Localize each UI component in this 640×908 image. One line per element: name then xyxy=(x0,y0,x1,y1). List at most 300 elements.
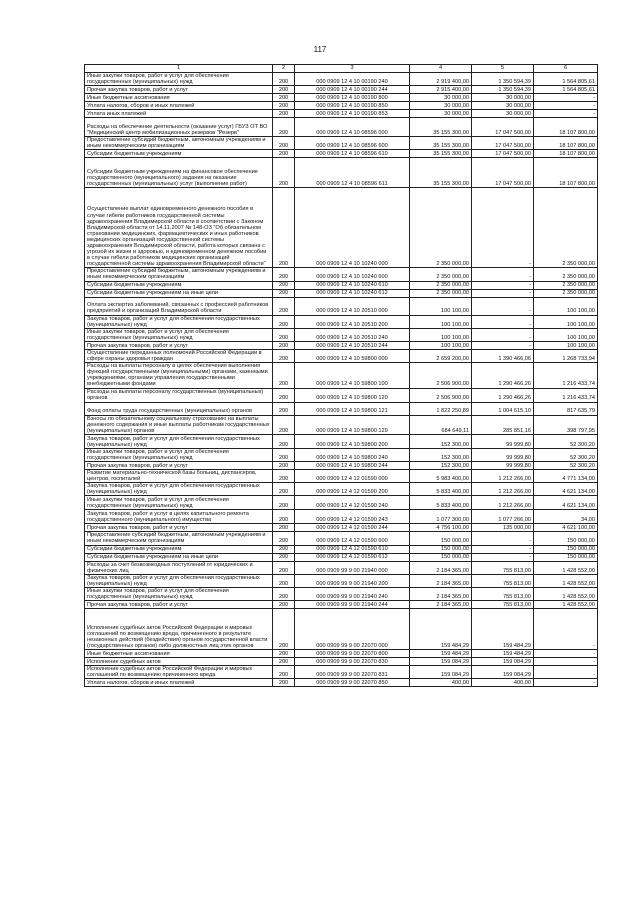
row-unexecuted-cell: 4 771 134,00 xyxy=(534,469,598,482)
row-executed-cell: 17 047 500,00 xyxy=(472,118,534,137)
row-code-cell: 200 xyxy=(273,349,295,362)
row-name-cell: Закупка товаров, работ и услуг для обеспечения государственных (муниципальных) нужд xyxy=(85,315,273,328)
row-code-cell: 200 xyxy=(273,510,295,524)
row-unexecuted-cell: 2 350 000,00 xyxy=(534,188,598,268)
row-kbk-cell: 000 0909 12 4 10 59800 200 xyxy=(295,434,410,448)
row-kbk-cell: 000 0909 12 4 10 00190 244 xyxy=(295,86,410,94)
row-name-cell: Субсидии бюджетным учреждениям xyxy=(85,150,273,158)
row-executed-cell: 1 212 266,00 xyxy=(472,496,534,510)
table-row xyxy=(85,137,598,150)
row-name-cell: Иные закупки товаров, работ и услуг для обеспечения государственных (муниципальных) нужд xyxy=(85,328,273,341)
row-name-cell: Субсидии бюджетным учреждениям xyxy=(85,545,273,553)
row-kbk-cell: 000 0909 99 9 00 22070 000 xyxy=(295,609,410,650)
table-row xyxy=(85,188,598,268)
row-executed-cell: - xyxy=(472,532,534,545)
table-row xyxy=(85,349,598,362)
row-name-cell: Иные бюджетные ассигнования xyxy=(85,94,273,102)
table-row xyxy=(85,341,598,349)
row-kbk-cell: 000 0909 12 4 10 00190 853 xyxy=(295,110,410,118)
table-row xyxy=(85,574,598,587)
table-row xyxy=(85,679,598,687)
row-name-cell: Закупка товаров, работ и услуг для обеспечения государственных (муниципальных) нужд xyxy=(85,483,273,496)
table-header-row xyxy=(85,65,598,73)
row-approved-cell: 100 100,00 xyxy=(410,297,472,315)
row-code-cell: 200 xyxy=(273,102,295,110)
table-row xyxy=(85,510,598,524)
row-code-cell: 200 xyxy=(273,461,295,469)
row-code-cell: 200 xyxy=(273,297,295,315)
row-code-cell: 200 xyxy=(273,415,295,434)
row-code-cell: 200 xyxy=(273,658,295,666)
row-approved-cell: 100 100,00 xyxy=(410,341,472,349)
row-executed-cell: 17 047 500,00 xyxy=(472,150,534,158)
row-code-cell: 200 xyxy=(273,281,295,289)
row-executed-cell: 755 813,00 xyxy=(472,587,534,600)
row-approved-cell: 2 915 400,00 xyxy=(410,86,472,94)
row-kbk-cell: 000 0909 99 9 00 22070 850 xyxy=(295,679,410,687)
row-approved-cell: 150 000,00 xyxy=(410,545,472,553)
table-row xyxy=(85,268,598,281)
table-row xyxy=(85,402,598,415)
row-unexecuted-cell: 52 300,20 xyxy=(534,461,598,469)
row-executed-cell: - xyxy=(472,188,534,268)
row-kbk-cell: 000 0909 12 4 10 59800 129 xyxy=(295,415,410,434)
table-row xyxy=(85,281,598,289)
row-kbk-cell: 000 0909 12 4 12 01590 243 xyxy=(295,510,410,524)
row-executed-cell: - xyxy=(472,315,534,328)
row-code-cell: 200 xyxy=(273,86,295,94)
row-code-cell: 200 xyxy=(273,315,295,328)
row-executed-cell: 159 084,29 xyxy=(472,666,534,679)
row-unexecuted-cell: - xyxy=(534,110,598,118)
header-cell: 3 xyxy=(295,65,410,73)
row-executed-cell: 1 390 466,06 xyxy=(472,349,534,362)
row-unexecuted-cell: 1 428 552,00 xyxy=(534,587,598,600)
table-row xyxy=(85,545,598,553)
row-code-cell: 200 xyxy=(273,289,295,297)
header-cell: 4 xyxy=(410,65,472,73)
row-name-cell: Уплата налогов, сборов и иных платежей xyxy=(85,679,273,687)
row-kbk-cell: 000 0909 12 4 10 20510 244 xyxy=(295,341,410,349)
header-cell: 2 xyxy=(273,65,295,73)
row-executed-cell: 1 290 466,26 xyxy=(472,363,534,388)
table-row xyxy=(85,469,598,482)
row-approved-cell: 35 155 300,00 xyxy=(410,150,472,158)
row-kbk-cell: 000 0909 99 9 00 21940 200 xyxy=(295,574,410,587)
row-executed-cell: 1 350 594,39 xyxy=(472,86,534,94)
row-name-cell: Прочая закупка товаров, работ и услуг xyxy=(85,601,273,609)
row-executed-cell: - xyxy=(472,281,534,289)
row-kbk-cell: 000 0909 12 4 12 01590 000 xyxy=(295,469,410,482)
row-executed-cell: - xyxy=(472,545,534,553)
row-code-cell: 200 xyxy=(273,650,295,658)
table-row xyxy=(85,658,598,666)
row-unexecuted-cell: 2 350 000,00 xyxy=(534,289,598,297)
row-unexecuted-cell: - xyxy=(534,609,598,650)
row-code-cell: 200 xyxy=(273,469,295,482)
row-approved-cell: 2 184 365,00 xyxy=(410,587,472,600)
row-approved-cell: 2 184 365,00 xyxy=(410,561,472,574)
table-row xyxy=(85,650,598,658)
row-unexecuted-cell: 100 100,00 xyxy=(534,341,598,349)
row-name-cell: Развитие материально-технической базы больниц, диспансеров, центров, госпиталей xyxy=(85,469,273,482)
row-name-cell: Прочая закупка товаров, работ и услуг xyxy=(85,86,273,94)
row-name-cell: Осуществление выплат единовременного денежного пособия в случае гибели работников государственной системы здравоохранения Владимирской области в соответствии с Законом Владимирской области от 14.11.2007 № 148-ОЗ "Об обязательном страховании медицинских, фармацевтических и иных работников медицинских организаций государственной системы здравоохранения Владимирской области, работа которых связана с угрозой их жизни и здоровью, и единовременном денежном пособии в случае гибели работников медицинских организаций государственной системы здравоохранения Владимирской области" xyxy=(85,188,273,268)
table-row xyxy=(85,388,598,402)
row-name-cell: Прочая закупка товаров, работ и услуг xyxy=(85,341,273,349)
header-cell: 6 xyxy=(534,65,598,73)
row-code-cell: 200 xyxy=(273,328,295,341)
row-kbk-cell: 000 0909 12 4 12 01590 600 xyxy=(295,532,410,545)
row-name-cell: Исполнение судебных актов Российской Федерации и мировых соглашений по возмещению причиненного вреда xyxy=(85,666,273,679)
row-name-cell: Оплата экспертиз заболеваний, связанных с профессией работников предприятий и организаций Владимирской области xyxy=(85,297,273,315)
table-row xyxy=(85,609,598,650)
table-row xyxy=(85,328,598,341)
row-approved-cell: 2 506 900,00 xyxy=(410,388,472,402)
row-approved-cell: 35 155 300,00 xyxy=(410,158,472,188)
row-name-cell: Уплата налогов, сборов и иных платежей xyxy=(85,102,273,110)
row-unexecuted-cell: 817 635,79 xyxy=(534,402,598,415)
row-approved-cell: 2 506 900,00 xyxy=(410,363,472,388)
table-row xyxy=(85,150,598,158)
row-executed-cell: - xyxy=(472,289,534,297)
row-name-cell: Иные бюджетные ассигнования xyxy=(85,650,273,658)
row-approved-cell: 152 300,00 xyxy=(410,461,472,469)
row-kbk-cell: 000 0909 99 9 00 22070 800 xyxy=(295,650,410,658)
table-row xyxy=(85,73,598,86)
row-name-cell: Закупка товаров, работ и услуг для обеспечения государственных (муниципальных) нужд xyxy=(85,574,273,587)
row-name-cell: Субсидии бюджетным учреждениям на иные цели xyxy=(85,289,273,297)
row-code-cell: 200 xyxy=(273,363,295,388)
row-unexecuted-cell: 18 107 800,00 xyxy=(534,158,598,188)
row-executed-cell: 285 851,16 xyxy=(472,415,534,434)
row-unexecuted-cell: 150 000,00 xyxy=(534,532,598,545)
row-code-cell: 200 xyxy=(273,601,295,609)
row-unexecuted-cell: 18 107 800,00 xyxy=(534,137,598,150)
row-code-cell: 200 xyxy=(273,388,295,402)
table-row xyxy=(85,363,598,388)
table-row xyxy=(85,158,598,188)
table-row xyxy=(85,289,598,297)
row-unexecuted-cell: - xyxy=(534,679,598,687)
row-name-cell: Расходы на выплаты персоналу в целях обеспечения выполнения функций государственными (муниципальными) органами, казенными учреждениями, органами управления государственными внебюджетными фондами xyxy=(85,363,273,388)
row-name-cell: Иные закупки товаров, работ и услуг для обеспечения государственных (муниципальных) нужд xyxy=(85,73,273,86)
row-name-cell: Субсидии бюджетным учреждениям на финансовое обеспечение государственного (муниципального) задания на оказание государственных (муниципальных) услуг (выполнение работ) xyxy=(85,158,273,188)
table-row xyxy=(85,434,598,448)
table-row xyxy=(85,102,598,110)
row-unexecuted-cell: 1 564 805,61 xyxy=(534,86,598,94)
row-kbk-cell: 000 0909 12 4 10 10240 000 xyxy=(295,188,410,268)
row-unexecuted-cell: 100 100,00 xyxy=(534,328,598,341)
row-kbk-cell: 000 0909 12 4 10 59800 100 xyxy=(295,363,410,388)
row-name-cell: Предоставление субсидий бюджетным, автономным учреждениям и иным некоммерческим организациям xyxy=(85,137,273,150)
table-row xyxy=(85,415,598,434)
row-unexecuted-cell: 2 350 000,00 xyxy=(534,281,598,289)
row-kbk-cell: 000 0909 12 4 12 01590 612 xyxy=(295,553,410,561)
table-row xyxy=(85,553,598,561)
row-kbk-cell: 000 0909 12 4 10 08596 611 xyxy=(295,158,410,188)
row-executed-cell: 1 350 594,39 xyxy=(472,73,534,86)
row-approved-cell: 159 084,29 xyxy=(410,666,472,679)
row-unexecuted-cell: 18 107 800,00 xyxy=(534,150,598,158)
row-kbk-cell: 000 0909 99 9 00 22070 831 xyxy=(295,666,410,679)
row-approved-cell: 30 000,00 xyxy=(410,110,472,118)
row-kbk-cell: 000 0909 99 9 00 21940 240 xyxy=(295,587,410,600)
row-approved-cell: 100 100,00 xyxy=(410,315,472,328)
budget-execution-table xyxy=(84,64,598,687)
row-executed-cell: 30 000,00 xyxy=(472,94,534,102)
row-kbk-cell: 000 0909 12 4 10 10240 600 xyxy=(295,268,410,281)
row-executed-cell: 30 000,00 xyxy=(472,110,534,118)
row-approved-cell: 5 983 400,00 xyxy=(410,469,472,482)
row-name-cell: Прочая закупка товаров, работ и услуг xyxy=(85,524,273,532)
row-approved-cell: 35 155 300,00 xyxy=(410,137,472,150)
row-approved-cell: 2 919 400,00 xyxy=(410,73,472,86)
row-executed-cell: 755 813,00 xyxy=(472,601,534,609)
row-unexecuted-cell: 1 428 552,00 xyxy=(534,561,598,574)
row-approved-cell: 2 350 000,00 xyxy=(410,281,472,289)
row-unexecuted-cell: 100 100,00 xyxy=(534,315,598,328)
table-row xyxy=(85,110,598,118)
header-cell: 5 xyxy=(472,65,534,73)
row-name-cell: Закупка товаров, работ и услуг в целях капитального ремонта государственного (муниципального) имущества xyxy=(85,510,273,524)
row-kbk-cell: 000 0909 12 4 10 59800 121 xyxy=(295,402,410,415)
row-unexecuted-cell: - xyxy=(534,94,598,102)
row-unexecuted-cell: 4 621 134,00 xyxy=(534,496,598,510)
header-cell: 1 xyxy=(85,65,273,73)
row-executed-cell: 99 999,80 xyxy=(472,448,534,461)
row-code-cell: 200 xyxy=(273,402,295,415)
row-code-cell: 200 xyxy=(273,496,295,510)
row-name-cell: Исполнение судебных актов xyxy=(85,658,273,666)
row-kbk-cell: 000 0909 12 4 10 00190 240 xyxy=(295,73,410,86)
row-code-cell: 200 xyxy=(273,434,295,448)
row-unexecuted-cell: - xyxy=(534,650,598,658)
table-row xyxy=(85,561,598,574)
row-name-cell: Субсидии бюджетным учреждениям на иные цели xyxy=(85,553,273,561)
row-executed-cell: 1 212 266,00 xyxy=(472,469,534,482)
row-executed-cell: 159 484,29 xyxy=(472,650,534,658)
row-approved-cell: 30 000,00 xyxy=(410,102,472,110)
row-approved-cell: 2 184 365,00 xyxy=(410,601,472,609)
table-row xyxy=(85,315,598,328)
table-row xyxy=(85,86,598,94)
row-approved-cell: 4 756 100,00 xyxy=(410,524,472,532)
row-name-cell: Иные закупки товаров, работ и услуг для обеспечения государственных (муниципальных) нужд xyxy=(85,587,273,600)
row-executed-cell: 400,00 xyxy=(472,679,534,687)
row-name-cell: Уплата иных платежей xyxy=(85,110,273,118)
row-executed-cell: 1 212 266,00 xyxy=(472,483,534,496)
row-approved-cell: 2 350 000,00 xyxy=(410,268,472,281)
table-row xyxy=(85,297,598,315)
row-unexecuted-cell: 1 564 805,61 xyxy=(534,73,598,86)
row-unexecuted-cell: 398 797,95 xyxy=(534,415,598,434)
row-unexecuted-cell: 1 428 552,00 xyxy=(534,574,598,587)
row-approved-cell: 152 300,00 xyxy=(410,434,472,448)
row-executed-cell: 755 813,00 xyxy=(472,561,534,574)
row-kbk-cell: 000 0909 12 4 10 08596 610 xyxy=(295,150,410,158)
row-unexecuted-cell: 34,00 xyxy=(534,510,598,524)
row-kbk-cell: 000 0909 12 4 10 59800 240 xyxy=(295,448,410,461)
row-name-cell: Осуществление переданных полномочий Российской Федерации в сфере охраны здоровья граждан xyxy=(85,349,273,362)
row-name-cell: Предоставление субсидий бюджетным, автономным учреждениям и иным некоммерческим организациям xyxy=(85,532,273,545)
row-unexecuted-cell: 4 621 100,00 xyxy=(534,524,598,532)
row-approved-cell: 2 659 200,00 xyxy=(410,349,472,362)
row-code-cell: 200 xyxy=(273,158,295,188)
table-row xyxy=(85,524,598,532)
row-executed-cell: - xyxy=(472,268,534,281)
row-kbk-cell: 000 0909 12 4 10 10240 612 xyxy=(295,289,410,297)
row-unexecuted-cell: - xyxy=(534,666,598,679)
row-approved-cell: 30 000,00 xyxy=(410,94,472,102)
row-kbk-cell: 000 0909 12 4 10 08596 600 xyxy=(295,137,410,150)
row-executed-cell: 135 000,00 xyxy=(472,524,534,532)
row-executed-cell: 99 999,80 xyxy=(472,434,534,448)
table-row xyxy=(85,587,598,600)
row-name-cell: Иные закупки товаров, работ и услуг для обеспечения государственных (муниципальных) нужд xyxy=(85,448,273,461)
row-executed-cell: 1 004 615,10 xyxy=(472,402,534,415)
row-kbk-cell: 000 0909 12 4 10 00190 800 xyxy=(295,94,410,102)
row-kbk-cell: 000 0909 12 4 12 01590 610 xyxy=(295,545,410,553)
row-kbk-cell: 000 0909 99 9 00 22070 830 xyxy=(295,658,410,666)
row-code-cell: 200 xyxy=(273,483,295,496)
row-executed-cell: - xyxy=(472,553,534,561)
row-unexecuted-cell: 100 100,00 xyxy=(534,297,598,315)
table-row xyxy=(85,94,598,102)
row-executed-cell: 30 000,00 xyxy=(472,102,534,110)
row-code-cell: 200 xyxy=(273,94,295,102)
row-executed-cell: - xyxy=(472,297,534,315)
row-executed-cell: 99 999,80 xyxy=(472,461,534,469)
row-approved-cell: 150 000,00 xyxy=(410,532,472,545)
row-approved-cell: 100 100,00 xyxy=(410,328,472,341)
row-kbk-cell: 000 0909 12 4 10 20510 200 xyxy=(295,315,410,328)
row-kbk-cell: 000 0909 12 4 10 10240 610 xyxy=(295,281,410,289)
row-kbk-cell: 000 0909 12 4 10 59800 000 xyxy=(295,349,410,362)
row-executed-cell: 17 047 500,00 xyxy=(472,137,534,150)
row-unexecuted-cell: 1 428 552,00 xyxy=(534,601,598,609)
row-approved-cell: 159 484,29 xyxy=(410,650,472,658)
row-kbk-cell: 000 0909 12 4 10 59800 244 xyxy=(295,461,410,469)
row-code-cell: 200 xyxy=(273,679,295,687)
row-approved-cell: 159 084,29 xyxy=(410,658,472,666)
row-executed-cell: 755 813,00 xyxy=(472,574,534,587)
row-approved-cell: 2 350 000,00 xyxy=(410,289,472,297)
page-number: 117 xyxy=(313,45,327,54)
row-name-cell: Расходы за счет безвозмездных поступлений от юридических и физических лиц xyxy=(85,561,273,574)
row-name-cell: Фонд оплаты труда государственных (муниципальных) органов xyxy=(85,402,273,415)
row-executed-cell: - xyxy=(472,328,534,341)
row-code-cell: 200 xyxy=(273,188,295,268)
row-kbk-cell: 000 0909 12 4 10 20510 240 xyxy=(295,328,410,341)
row-code-cell: 200 xyxy=(273,524,295,532)
row-kbk-cell: 000 0909 12 4 10 20510 000 xyxy=(295,297,410,315)
row-name-cell: Иные закупки товаров, работ и услуг для обеспечения государственных (муниципальных) нужд xyxy=(85,496,273,510)
row-code-cell: 200 xyxy=(273,587,295,600)
row-approved-cell: 5 833 400,00 xyxy=(410,483,472,496)
row-approved-cell: 400,00 xyxy=(410,679,472,687)
row-executed-cell: 159 484,29 xyxy=(472,609,534,650)
row-approved-cell: 150 000,00 xyxy=(410,553,472,561)
row-code-cell: 200 xyxy=(273,73,295,86)
row-executed-cell: - xyxy=(472,341,534,349)
table-row xyxy=(85,448,598,461)
table-row xyxy=(85,666,598,679)
table-row xyxy=(85,118,598,137)
row-code-cell: 200 xyxy=(273,666,295,679)
row-unexecuted-cell: 4 621 134,00 xyxy=(534,483,598,496)
row-code-cell: 200 xyxy=(273,341,295,349)
row-executed-cell: 1 077 266,00 xyxy=(472,510,534,524)
row-approved-cell: 152 300,00 xyxy=(410,448,472,461)
row-unexecuted-cell: 150 000,00 xyxy=(534,553,598,561)
row-unexecuted-cell: 52 300,20 xyxy=(534,434,598,448)
row-code-cell: 200 xyxy=(273,545,295,553)
row-unexecuted-cell: 1 216 433,74 xyxy=(534,388,598,402)
row-kbk-cell: 000 0909 99 9 00 21940 000 xyxy=(295,561,410,574)
row-code-cell: 200 xyxy=(273,553,295,561)
row-approved-cell: 159 484,29 xyxy=(410,609,472,650)
row-unexecuted-cell: 18 107 800,00 xyxy=(534,118,598,137)
row-code-cell: 200 xyxy=(273,561,295,574)
row-code-cell: 200 xyxy=(273,118,295,137)
row-executed-cell: 17 047 500,00 xyxy=(472,158,534,188)
table-row xyxy=(85,461,598,469)
row-name-cell: Взносы по обязательному социальному страхованию на выплаты денежного содержания и иные выплаты работникам государственных (муниципальных) органов xyxy=(85,415,273,434)
table-row xyxy=(85,532,598,545)
row-kbk-cell: 000 0909 12 4 12 01590 200 xyxy=(295,483,410,496)
row-approved-cell: 2 350 000,00 xyxy=(410,188,472,268)
row-code-cell: 200 xyxy=(273,448,295,461)
row-name-cell: Предоставление субсидий бюджетным, автономным учреждениям и иным некоммерческим организациям xyxy=(85,268,273,281)
row-approved-cell: 35 155 300,00 xyxy=(410,118,472,137)
row-unexecuted-cell: 1 268 733,94 xyxy=(534,349,598,362)
row-name-cell: Прочая закупка товаров, работ и услуг xyxy=(85,461,273,469)
row-name-cell: Расходы на выплаты персоналу государственных (муниципальных) органов xyxy=(85,388,273,402)
row-code-cell: 200 xyxy=(273,609,295,650)
row-approved-cell: 2 184 365,00 xyxy=(410,574,472,587)
row-code-cell: 200 xyxy=(273,150,295,158)
row-kbk-cell: 000 0909 12 4 10 08596 000 xyxy=(295,118,410,137)
row-kbk-cell: 000 0909 12 4 10 00190 850 xyxy=(295,102,410,110)
row-code-cell: 200 xyxy=(273,532,295,545)
row-kbk-cell: 000 0909 99 9 00 21940 244 xyxy=(295,601,410,609)
row-code-cell: 200 xyxy=(273,137,295,150)
row-unexecuted-cell: - xyxy=(534,102,598,110)
row-unexecuted-cell: 2 350 000,00 xyxy=(534,268,598,281)
row-kbk-cell: 000 0909 12 4 10 59800 120 xyxy=(295,388,410,402)
row-code-cell: 200 xyxy=(273,110,295,118)
row-code-cell: 200 xyxy=(273,574,295,587)
row-name-cell: Исполнение судебных актов Российской Федерации и мировых соглашений по возмещению вреда, причиненного в результате незаконных действий (бездействия) органов государственной власти (государственных органов) либо должностных лиц этих органов xyxy=(85,609,273,650)
row-approved-cell: 1 822 250,89 xyxy=(410,402,472,415)
row-name-cell: Расходы на обеспечение деятельности (оказание услуг) ГБУЗ ОТ ВО "Медицинский центр мобилизационных резервов "Резерв" xyxy=(85,118,273,137)
row-approved-cell: 1 077 300,00 xyxy=(410,510,472,524)
row-unexecuted-cell: - xyxy=(534,658,598,666)
row-code-cell: 200 xyxy=(273,268,295,281)
row-executed-cell: 159 084,29 xyxy=(472,658,534,666)
row-unexecuted-cell: 1 216 433,74 xyxy=(534,363,598,388)
row-kbk-cell: 000 0909 12 4 12 01590 240 xyxy=(295,496,410,510)
row-approved-cell: 684 649,11 xyxy=(410,415,472,434)
table-row xyxy=(85,496,598,510)
row-name-cell: Субсидии бюджетным учреждениям xyxy=(85,281,273,289)
row-approved-cell: 5 833 400,00 xyxy=(410,496,472,510)
table-row xyxy=(85,483,598,496)
row-kbk-cell: 000 0909 12 4 12 01590 244 xyxy=(295,524,410,532)
row-executed-cell: 1 290 466,26 xyxy=(472,388,534,402)
row-unexecuted-cell: 52 300,20 xyxy=(534,448,598,461)
